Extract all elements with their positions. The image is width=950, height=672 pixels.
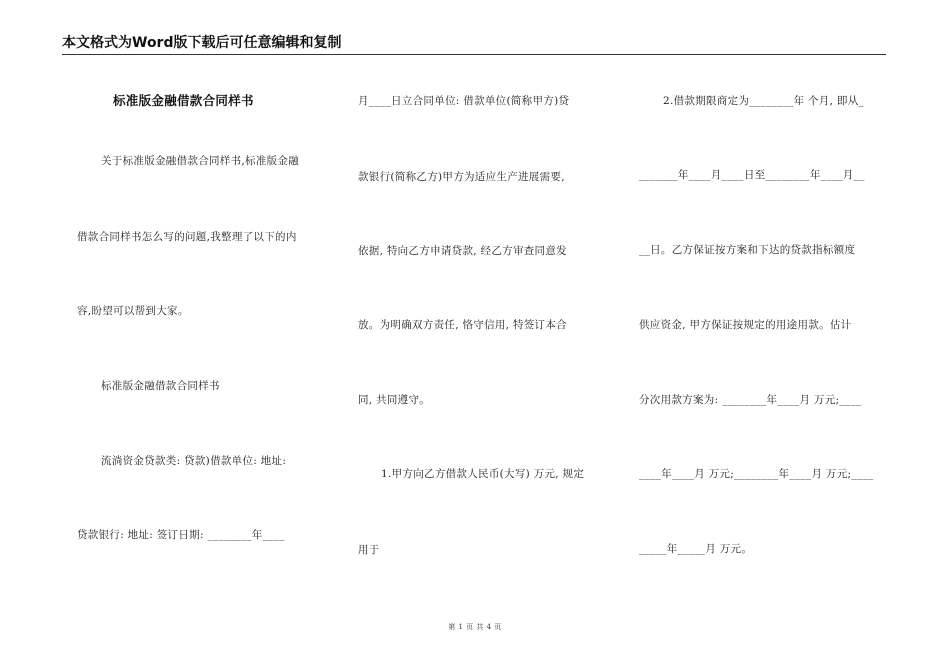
paragraph-line: 同, 共同遵守。 [358, 394, 431, 406]
document-header: 本文格式为Word版下载后可任意编辑和复制 [62, 34, 886, 55]
paragraph-line: 关于标准版金融借款合同样书,标准版金融 [101, 155, 300, 167]
paragraph-line: _______年____月____日至________年____月__ [639, 169, 865, 181]
paragraph-line: 依据, 特向乙方申请贷款, 经乙方审查同意发 [358, 245, 567, 257]
paragraph-line: 容,盼望可以帮到大家。 [77, 305, 189, 317]
paragraph-line: __日。乙方保证按方案和下达的贷款指标额度 [639, 244, 856, 256]
paragraph-line: 1.甲方向乙方借款人民币(大写) 万元, 规定 [381, 468, 585, 480]
paragraph-line: 月____日立合同单位: 借款单位(简称甲方)贷 [358, 95, 570, 107]
paragraph-line: 供应资金, 甲方保证按规定的用途用款。估计 [639, 319, 852, 331]
paragraph-line: 用于 [358, 544, 380, 556]
paragraph-line: 贷款银行: 地址: 签订日期: ________年____ [77, 529, 285, 541]
paragraph-line: 借款合同样书怎么写的问题,我整理了以下的内 [77, 231, 297, 243]
paragraph-line: 2.借款期限商定为________年 个月, 即从_ [663, 95, 865, 107]
paragraph-line: 分次用款方案为: ________年____月 万元;____ [639, 394, 862, 406]
paragraph-line: _____年_____月 万元。 [639, 543, 753, 555]
paragraph-line: 流淌资金贷款类: 贷款)借款单位: 地址: [101, 455, 287, 467]
page-number: 第 1 页 共 4 页 [448, 623, 502, 631]
paragraph-line: 放。为明确双方责任, 恪守信用, 特签订本合 [358, 319, 567, 331]
section-heading: 标准版金融借款合同样书 [101, 380, 220, 392]
paragraph-line: ____年____月 万元;________年____月 万元;____ [639, 468, 874, 480]
document-title: 标准版金融借款合同样书 [113, 93, 254, 108]
paragraph-line: 款银行(简称乙方)甲方为适应生产进展需要, [358, 171, 565, 183]
